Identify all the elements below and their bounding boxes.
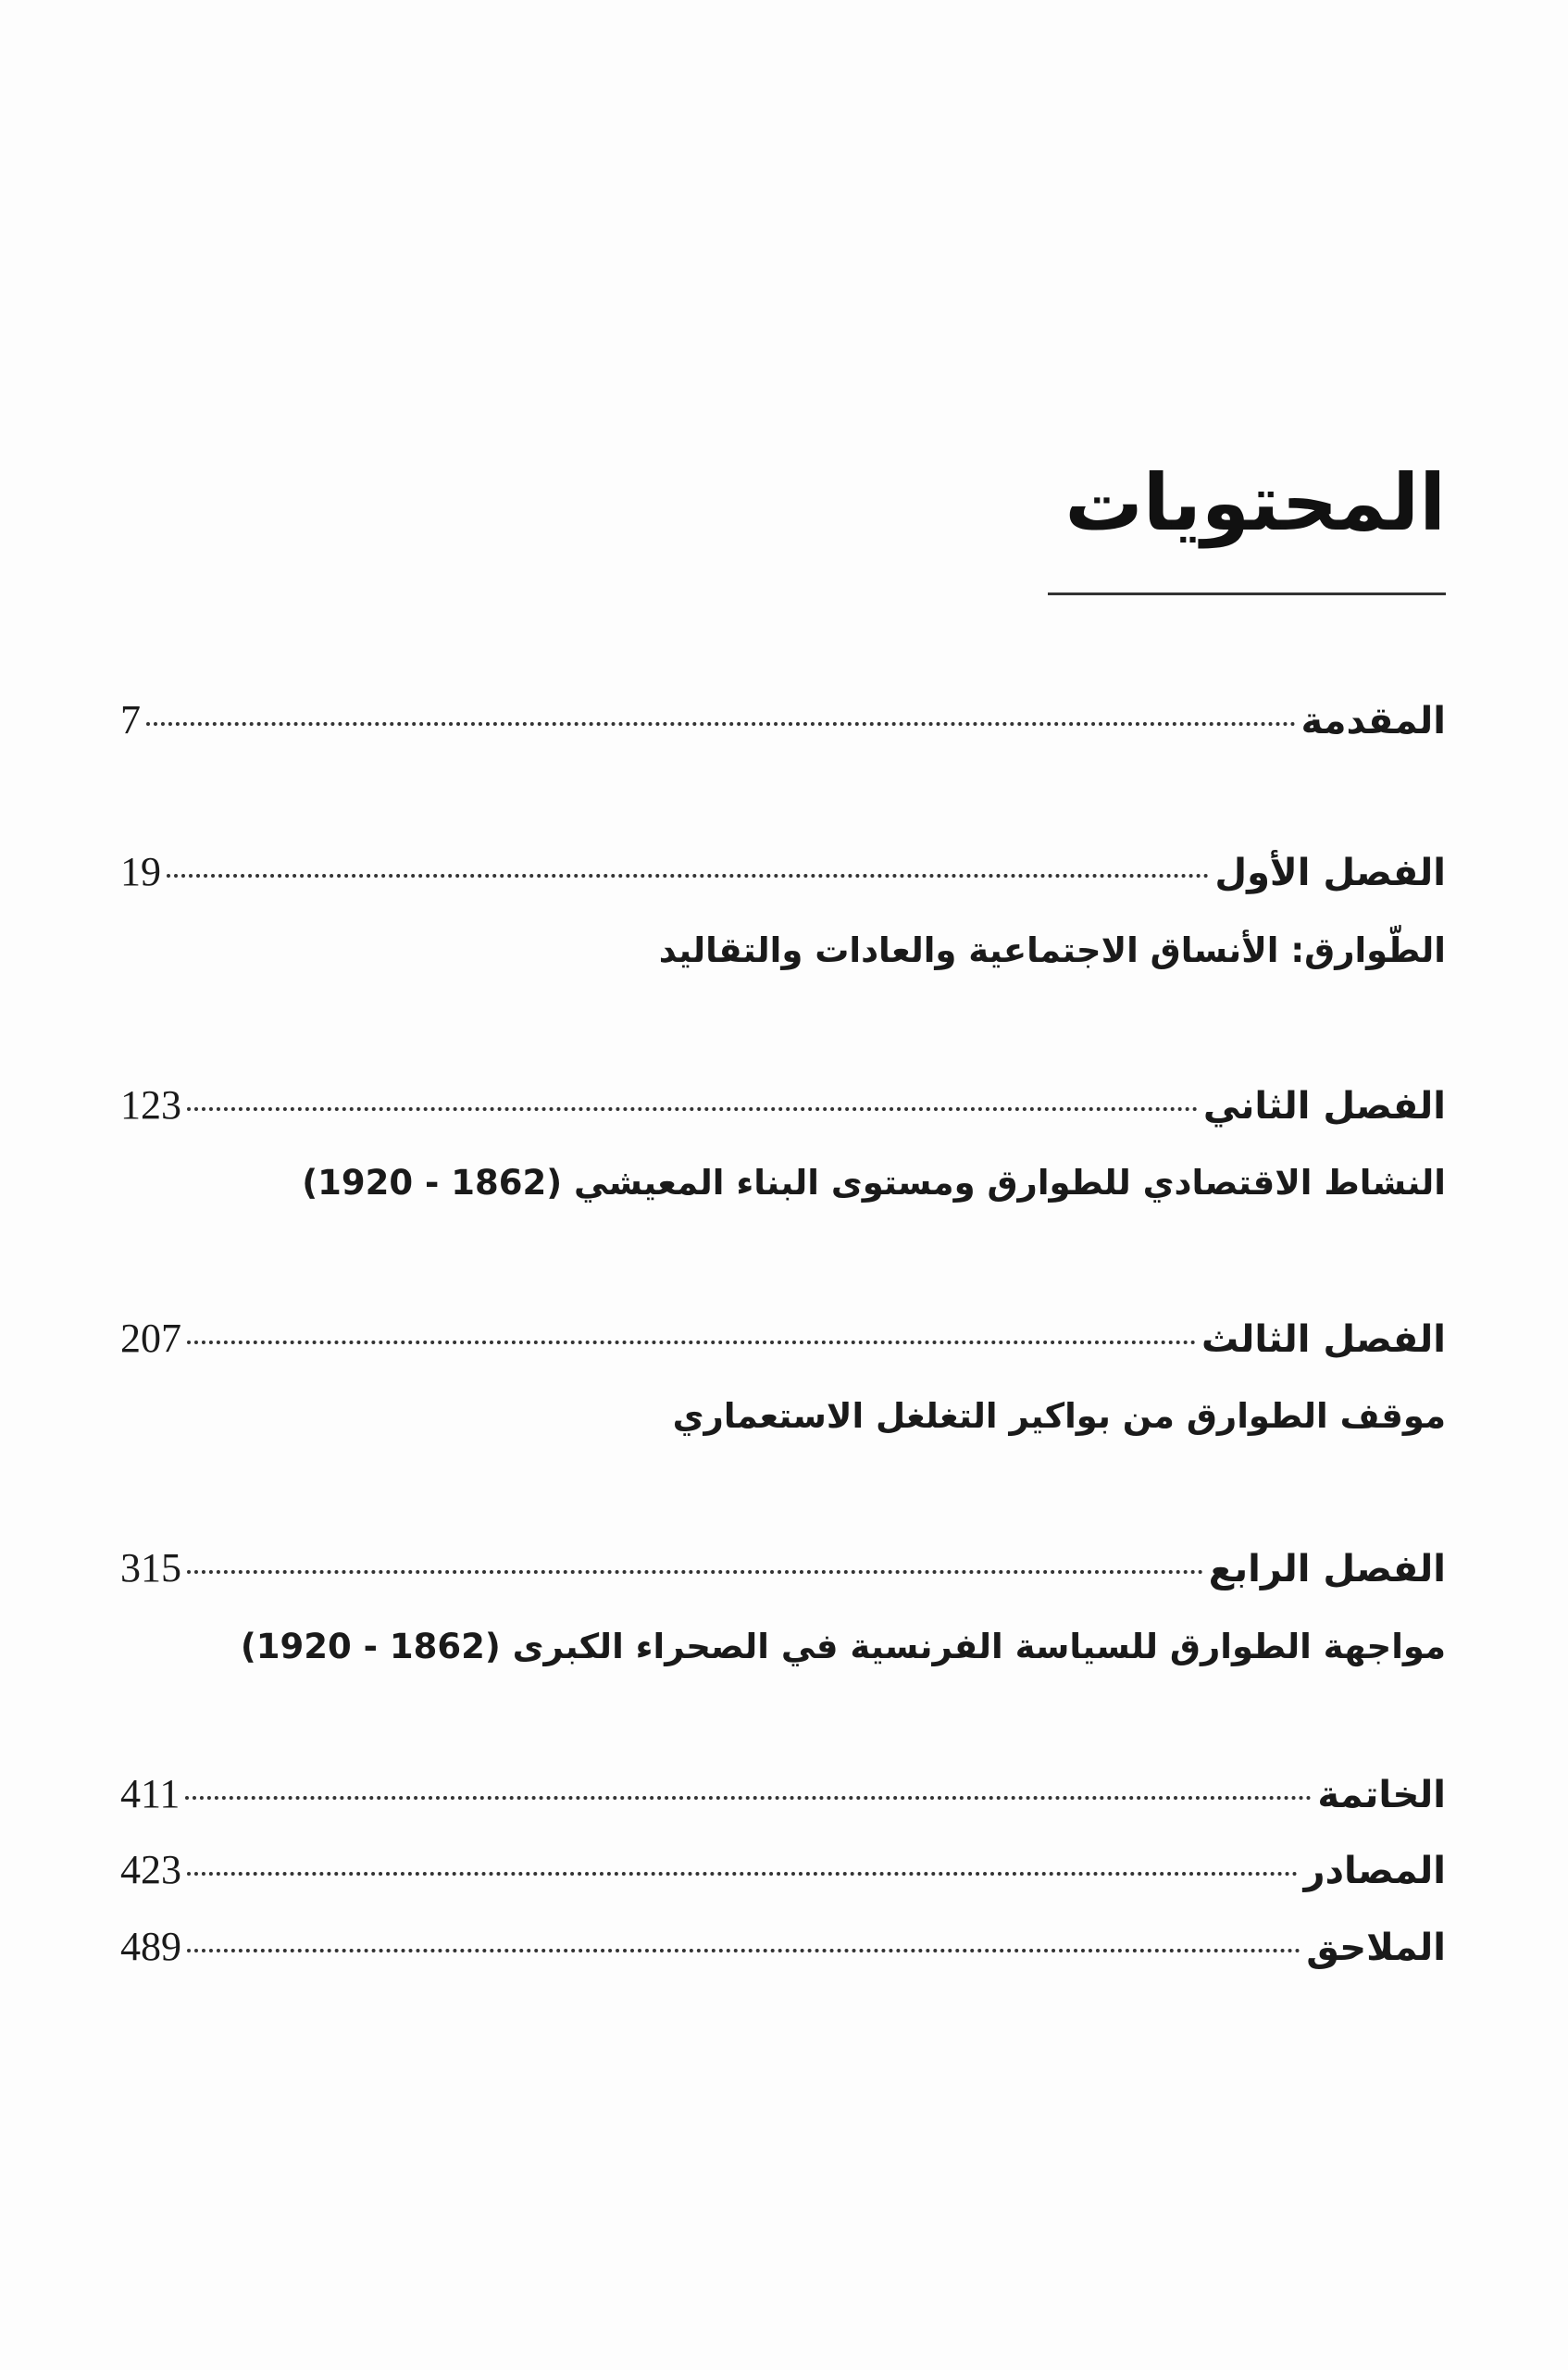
dot-leader — [187, 1949, 1300, 1952]
toc-entry-chapter-2[interactable] — [120, 1081, 1446, 1137]
toc-entry-label: الخاتمة — [1317, 1774, 1446, 1816]
toc-page-number: 123 — [120, 1082, 181, 1128]
toc-entry-label: الفصل الرابع — [1208, 1548, 1446, 1590]
dot-leader — [185, 1796, 1312, 1800]
toc-entry-label: الفصل الثالث — [1201, 1318, 1446, 1361]
toc-page-number: 19 — [120, 849, 161, 894]
toc-chapter-2-subtitle: النشاط الاقتصادي للطوارق ومستوى البناء المعيشي (1862 - 1920) — [302, 1163, 1446, 1203]
toc-entry-label: الملاحق — [1306, 1927, 1446, 1969]
toc-entry-label: الفصل الثاني — [1202, 1085, 1446, 1128]
toc-page-number: 411 — [120, 1771, 180, 1816]
toc-entry-chapter-4[interactable] — [120, 1544, 1446, 1600]
toc-chapter-3-subtitle: موقف الطوارق من بواكير التغلغل الاستعماري — [672, 1396, 1446, 1436]
toc-chapter-4-subtitle: مواجهة الطوارق للسياسة الفرنسية في الصحراء الكبرى (1862 - 1920) — [240, 1627, 1446, 1666]
dot-leader — [187, 1570, 1203, 1574]
toc-page-number: 489 — [120, 1924, 181, 1969]
dot-leader — [167, 874, 1209, 878]
toc-page-number: 423 — [120, 1847, 181, 1892]
dot-leader — [187, 1872, 1298, 1876]
toc-entry-sources[interactable] — [120, 1846, 1446, 1902]
toc-entry-appendices[interactable] — [120, 1923, 1446, 1978]
dot-leader — [146, 722, 1296, 726]
page-title: المحتويات — [1064, 457, 1446, 548]
toc-page-number: 315 — [120, 1545, 181, 1590]
title-underline — [1048, 592, 1446, 595]
toc-chapter-1-subtitle: الطّوارق: الأنساق الاجتماعية والعادات والتقاليد — [658, 930, 1446, 970]
toc-entry-introduction[interactable] — [120, 696, 1446, 752]
toc-entry-label: الفصل الأول — [1214, 852, 1446, 894]
toc-entry-chapter-1[interactable] — [120, 848, 1446, 904]
dot-leader — [187, 1341, 1196, 1344]
toc-entry-conclusion[interactable] — [120, 1770, 1446, 1826]
dot-leader — [187, 1107, 1198, 1111]
toc-page-number: 207 — [120, 1316, 181, 1361]
toc-entry-chapter-3[interactable] — [120, 1315, 1446, 1370]
toc-page-number: 7 — [120, 697, 141, 742]
toc-entry-label: المقدمة — [1300, 700, 1446, 742]
toc-entry-label: المصادر — [1303, 1850, 1446, 1892]
